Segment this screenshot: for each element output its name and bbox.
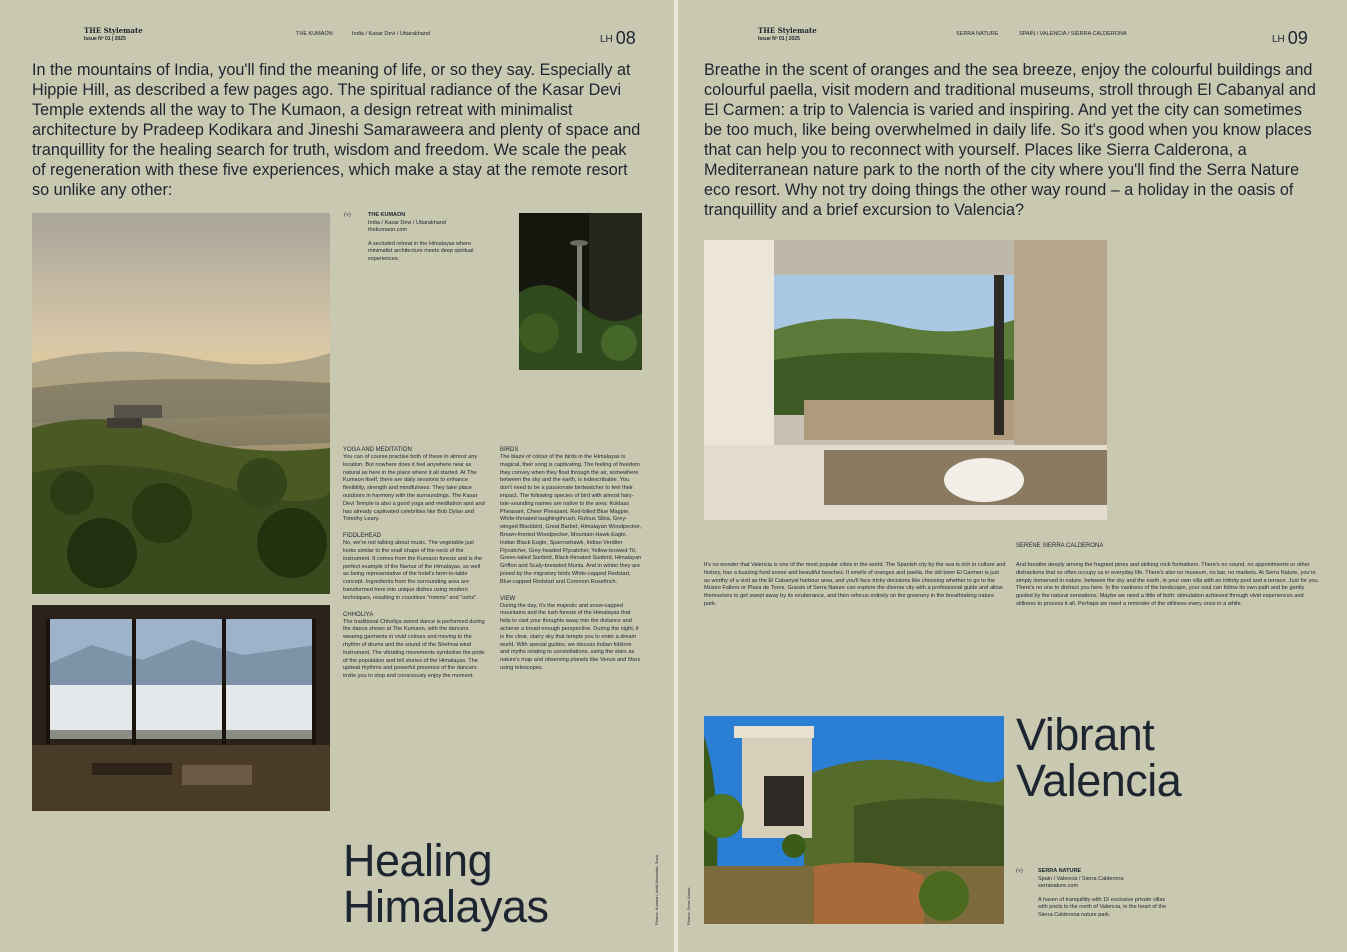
hotel-info-description: A haven of tranquillity with 15 exclusive private villas with pools to the north of Valencia, in the heart of the Sierra Calderona nature park.: [1038, 896, 1167, 918]
section-body: The blaze of colour of the birds in the Himalayas is magical, their song is captivating. The feeling of freedom they convey when they float through the air, somewhere between the sky and the earth, is indescribable. You don't need to be a passionate birdwatcher to feel their impact. The following species of bird with almost fairy-tale-sounding names are native to the area: Koklass Pheasant, Cheer Pheasant, Red-billed Blue Magpie, White-throated laughingthrush, Rufous Sibia, Grey-winged Blackbird, Great Barbet, Himalayan Woodpecker, Brown-fronted Woodpecker, Mountain Hawk-Eagle, Indian Black Eagle, Sparrowhawk, Indian Verditer Flycatcher, Grey-headed Flycatcher, Yellow-browed Tit, Green-tailed Sunbird, Black-throated Sunbird, Himalayan Griffon and Scaly-breasted Munia. And in winter they are joined by the migratory birds White-capped Redstart, Blue-capped Redstart and Common Rosefinch.: [500, 454, 642, 585]
header-location: India / Kasar Devi / Uttarakhand: [352, 31, 430, 37]
right-page: [678, 0, 1347, 952]
section-body: No, we're not talking about music. The vegetable just looks similar to the snail shape of the neck of the instrument. It comes from the Kumaon forests and is the perfect example of the flavour of the Himalayas, as well as being representative of the hotel's farm-to-table concept. Ingredients from the surrounding area are transformed here into unique dishes using modern techniques, resulting in countless "mmms" and "oohs".: [343, 540, 482, 601]
section-title: VIEW: [500, 595, 516, 602]
feature-title-line-1: Healing: [343, 835, 493, 886]
section-title: SERENE SIERRA CALDERONA: [1016, 543, 1104, 549]
brand-masthead: [758, 27, 817, 43]
page-prefix: LH: [1272, 34, 1285, 45]
hotel-info-block: [1038, 868, 1166, 919]
feature-title-line-2: Himalayas: [343, 881, 549, 932]
hotel-info-url[interactable]: serranature.com: [1038, 883, 1079, 889]
page-number: [600, 28, 636, 50]
page-number-value: 08: [615, 28, 636, 48]
issue-number: Issue Nº 01 | 2025: [84, 36, 126, 42]
section-title: FIDDLEHEAD: [343, 533, 382, 540]
hotel-info-description: A secluded retreat in the Himalayas where minimalist architecture meets deep spiritual experiences.: [368, 240, 474, 262]
photo-credit: Photos: Kumaon, Ankit Ahluwalia, Sunit: [654, 855, 659, 925]
brand-name: THE Stylemate: [758, 26, 817, 35]
hotel-info-name: SERRA NATURE: [1038, 868, 1082, 874]
feature-title: [1016, 709, 1182, 806]
brand-masthead: [84, 27, 143, 43]
section-body: You can of course practise both of these in almost any location. But nowhere does it feel anywhere near as natural as here in the place where it all started. At The Kumaon itself, there are daily sessions to enhance flexibility, strength and mindfulness. They take place outdoors in harmony with the surroundings. The Kasar Devi Temple is also a good yoga and meditation spot and has already captivated celebrities like Bob Dylan and Timothy Leary.: [343, 454, 485, 523]
page-number: [1272, 28, 1308, 50]
hotel-info-location: Spain / Valencia / Sierra Calderona: [1038, 875, 1124, 882]
feature-title: [343, 835, 549, 932]
header-section: SERRA NATURE: [956, 31, 999, 37]
feature-title-line-2: Valencia: [1016, 755, 1182, 806]
body-column-2: [1016, 542, 1320, 609]
photo-outdoor-shower: [519, 213, 642, 370]
section-body: During the day, it's the majestic and snow-capped mountains and the lush forests of the Himalayas that help to cast your thoughts away into the distance and achieve a broad enough perspective. During the night, it is the clear, starry sky that tempts you to enter a dream world. With special guides, we discuss Indian folklore and myths relating to constellations, using the stars as nature's map and observing planets like Venus and Mars using telescopes.: [500, 602, 641, 671]
feature-title-line-1: Vibrant: [1016, 709, 1155, 760]
photo-villa-exterior: [704, 716, 1004, 924]
info-marker: (+): [1016, 868, 1023, 874]
section-title: BIRDS: [500, 447, 519, 453]
body-column-1: [343, 446, 485, 681]
lead-paragraph: In the mountains of India, you'll find the meaning of life, or so they say. Especially at Hippie Hill, as described a few pages ago. The spiritual radiance of the Kasar Devi Temple extends all the way to The Kumaon, a design retreat with minimalist architecture by Pradeep Kodikara and Jineshi Samaraweera and plenty of space and tranquillity for the healing search for truth, wisdom and freedom. We scale the peak of regeneration with these five experiences, which make a stay at the remote resort so unlike any other:: [32, 61, 641, 199]
info-marker: (+): [344, 212, 351, 218]
hotel-info-location: India / Kasar Devi / Uttarakhand: [368, 219, 446, 226]
issue-number: Issue Nº 01 | 2025: [758, 36, 800, 42]
header-section: THE KUMAON: [296, 31, 333, 37]
header-location: SPAIN / VALENCIA / SIERRA CALDERONA: [1019, 31, 1127, 37]
photo-credit: Photos: Serra Nature: [686, 887, 691, 925]
section-title: YOGA AND MEDITATION: [343, 447, 412, 453]
hotel-info-name: THE KUMAON: [368, 212, 406, 218]
body-column-2: [500, 446, 642, 673]
section-body: The traditional Chholiya sword dance is performed during the dance shows at The Kumaon, with the dancers wearing garments in vivid colours and moving to the rhythm of drums and the sound of the Shehnai wind instrument. The vibrating movements symbolise the pride of the population and tell stories of the Himalayas. The upbeat rhythms and powerful presence of the dancers invite you to stop and consciously enjoy the moment.: [343, 618, 485, 680]
hotel-info-block: [368, 212, 488, 263]
hotel-info-url[interactable]: thekumaon.com: [368, 227, 408, 233]
photo-villa-bedroom: [704, 240, 1107, 520]
body-column-1: It's no wonder that Valencia is one of the most popular cities in the world. The Spanish city by the sea is rich in culture and history, has a buzzing food scene and beautiful beaches. It smells of oranges and paella, the old town El Carmen is just as worthy of a visit as the El Cabanyal harbour area, and you'll face tricky decisions like choosing whether to go to the Museo Fallero or Plaza de Toros. Guests of Serra Nature can explore the diverse city with a professional guide and allow themselves to get swept away by its exuberance, and then refocus entirely on the greenery in the breathtaking nature park.: [704, 562, 1006, 607]
photo-himalaya-landscape: [32, 213, 330, 594]
section-body: And breathe deeply among the fragrant pines and striking rock formations. There's no sound, no appointments or other distractions that so often occupy us in everyday life. There's also no museum, no bar, no markets. At Serra Nature, you're simply immersed in nature, between the sky and the earth, in your own villa with an infinity pool and a terrace. Just for you. There's no one to distract you here. In the vastness of the landscape, your soul can follow its own path and be gently guided by the natural sensations. Maybe we need a little of both: stimulation achieved through vivid experiences and stillness to process it all. Perhaps we need a reminder of the stillness every once in a while.: [1016, 562, 1320, 607]
photo-interior-view: [32, 605, 330, 811]
page-number-value: 09: [1287, 28, 1308, 48]
section-title: CHHOLIYA: [343, 611, 374, 618]
brand-name: THE Stylemate: [84, 26, 143, 35]
page-prefix: LH: [600, 34, 613, 45]
lead-paragraph: Breathe in the scent of oranges and the sea breeze, enjoy the colourful buildings and colourful paella, visit modern and traditional museums, stroll through El Cabanyal and El Carmen: a trip to Valencia is varied and inspiring. And yet the city can sometimes be too much, like being overwhelmed in daily life. So it's good when you know places that can help you to reconnect with yourself. Places like Sierra Calderona, a Mediterranean nature park to the north of the city where you'll find the Serra Nature eco resort. Why not try doing things the other way round – a holiday in the oasis of tranquillity and a brief excursion to Valencia?: [704, 61, 1316, 219]
